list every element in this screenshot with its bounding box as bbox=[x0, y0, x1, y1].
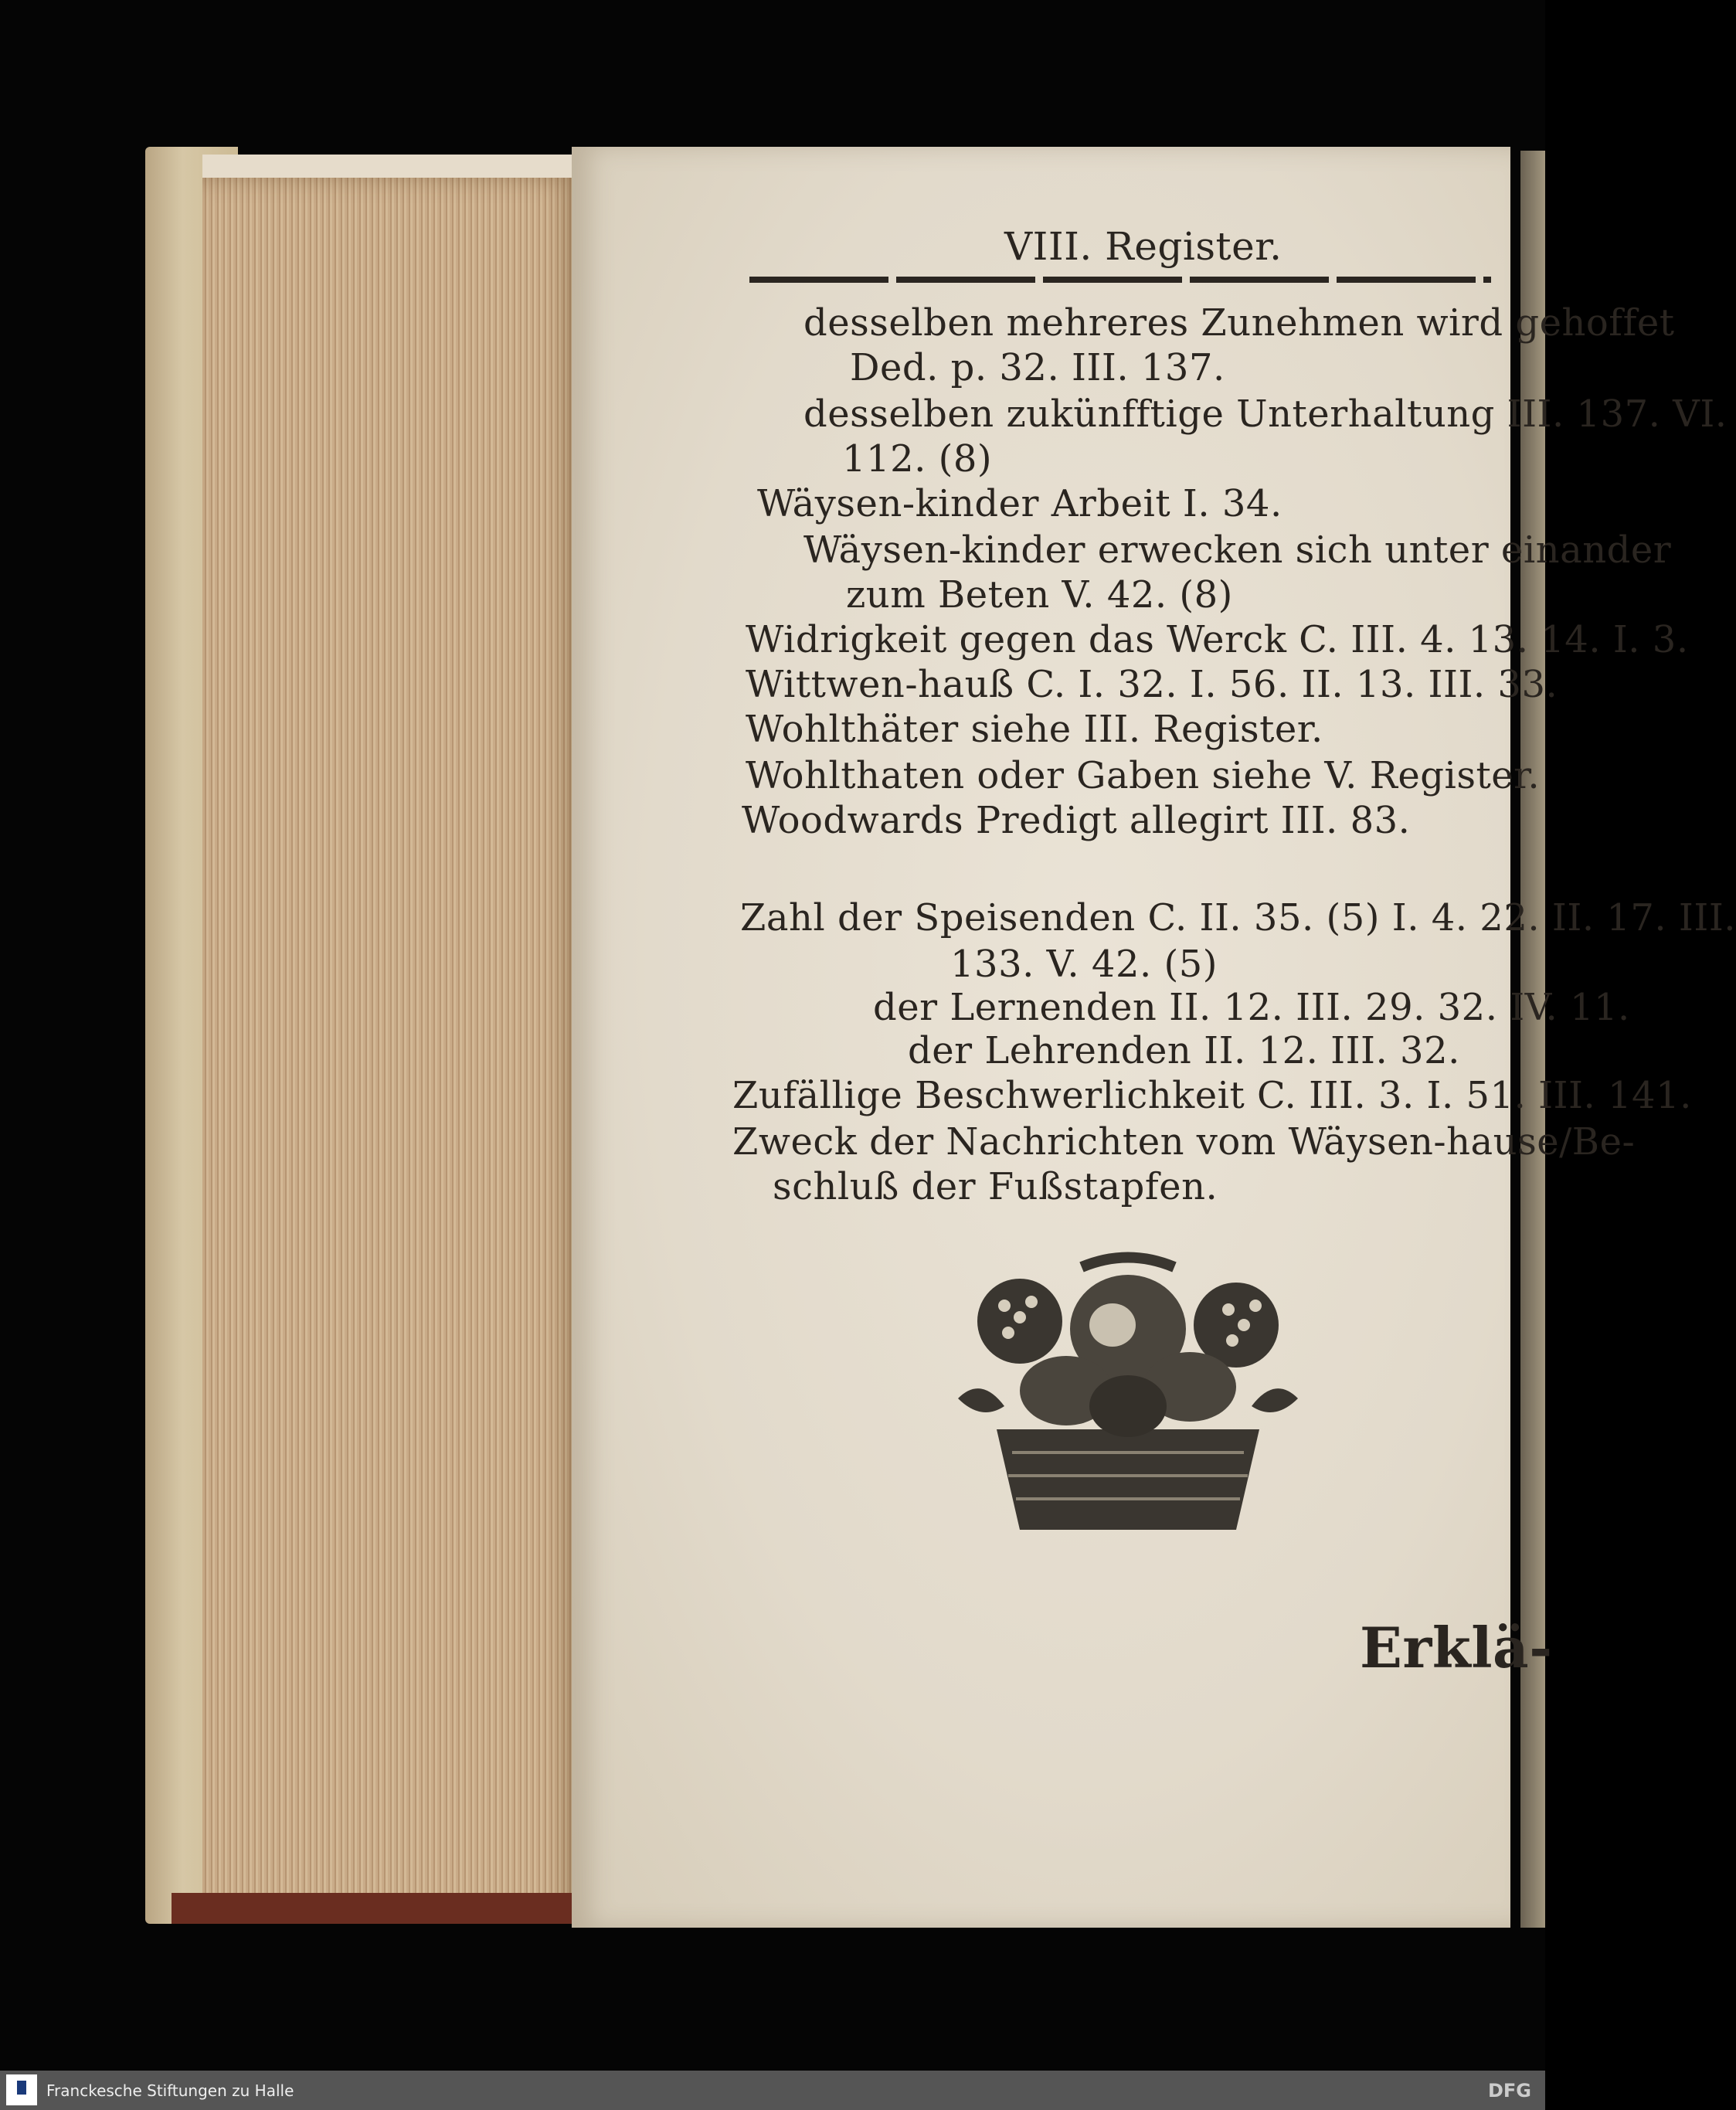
register-line: Wittwen-hauß C. I. 32. I. 56. II. 13. III. 33. bbox=[746, 663, 1558, 706]
register-line: Widrigkeit gegen das Werck C. III. 4. 13. 14. I. 3. bbox=[746, 618, 1689, 661]
register-line: Wäysen-kinder Arbeit I. 34. bbox=[757, 482, 1282, 525]
register-line: zum Beten V. 42. (8) bbox=[846, 573, 1233, 617]
institution-logo-icon bbox=[6, 2074, 37, 2105]
register-line: der Lernenden II. 12. III. 29. 32. IV. 11. bbox=[873, 986, 1630, 1029]
register-line: schluß der Fußstapfen. bbox=[773, 1165, 1218, 1208]
register-line: Zweck der Nachrichten vom Wäysen-hause/Be- bbox=[732, 1120, 1636, 1164]
register-line: Wäysen-kinder erwecken sich unter einander bbox=[803, 528, 1672, 572]
register-line: Woodwards Predigt allegirt III. 83. bbox=[742, 799, 1411, 842]
dfg-badge: DFG bbox=[1487, 2080, 1531, 2102]
register-line: der Lehrenden II. 12. III. 32. bbox=[908, 1029, 1460, 1072]
catchword: Erklä- bbox=[1360, 1615, 1553, 1680]
fruit-basket-icon bbox=[912, 1252, 1344, 1545]
register-line: Wohlthäter siehe III. Register. bbox=[746, 708, 1323, 751]
book-cover-edge bbox=[172, 1893, 573, 1924]
register-line: desselben mehreres Zunehmen wird gehoffet bbox=[803, 301, 1675, 345]
register-line: desselben zukünfftige Unterhaltung III. 137. VI. bbox=[803, 392, 1728, 436]
header-rule bbox=[749, 277, 1491, 283]
register-line: 112. (8) bbox=[842, 437, 993, 481]
footer-bar bbox=[0, 2071, 1545, 2110]
register-line: 133. V. 42. (5) bbox=[950, 943, 1218, 986]
institution-name: Franckesche Stiftungen zu Halle bbox=[46, 2081, 294, 2100]
page-header: VIII. Register. bbox=[1004, 224, 1282, 269]
register-line: Zufällige Beschwerlichkeit C. III. 3. I. 51. III. 141. bbox=[732, 1074, 1692, 1117]
page-block-edge bbox=[202, 178, 581, 1920]
register-line: Wohlthaten oder Gaben siehe V. Register. bbox=[746, 754, 1541, 797]
register-line: Zahl der Speisenden C. II. 35. (5) I. 4. 22. II. 17. III. bbox=[740, 896, 1736, 939]
register-line: Ded. p. 32. III. 137. bbox=[850, 346, 1225, 389]
